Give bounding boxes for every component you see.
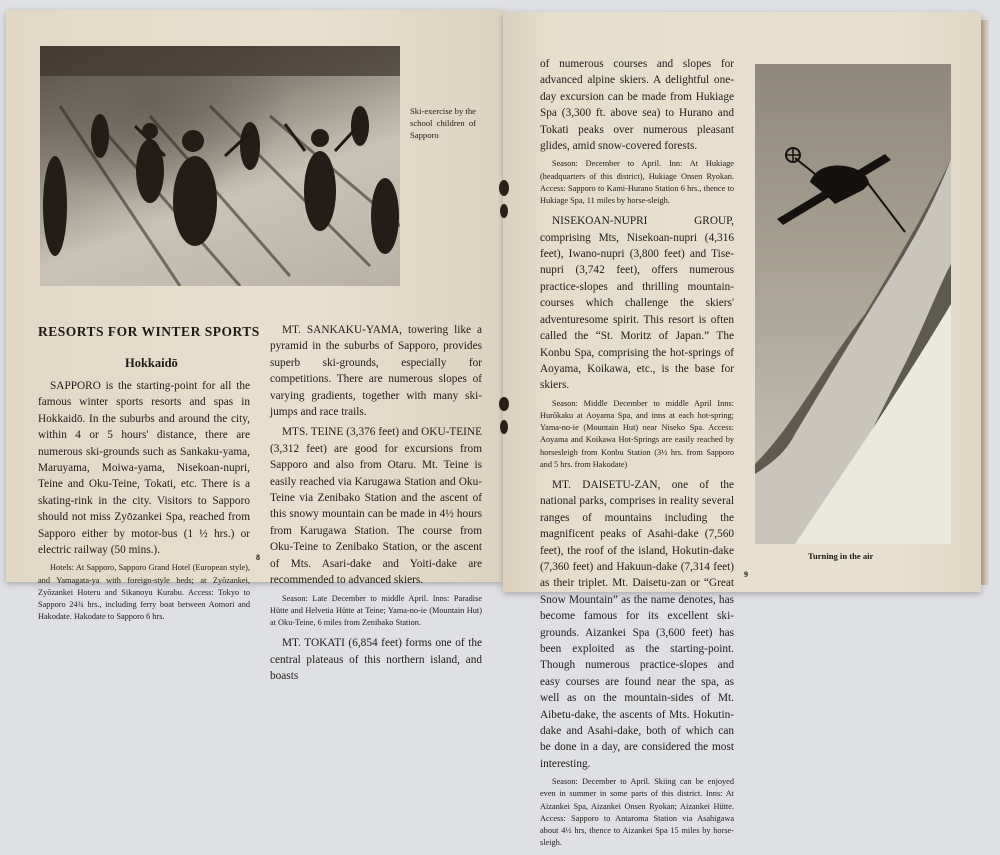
- left-column-1: [38, 378, 250, 629]
- page-number-8: 8: [256, 553, 260, 562]
- tokati-continued-paragraph: of numerous courses and slopes for advanced alpine skiers. A delightful one-day excursion can be made from Hukiage Spa (3,300 ft. above sea) to Hurano and Tokati peaks over numerous pleasant glides, amid snow-covered forests.: [540, 58, 734, 153]
- region-heading: Hokkaidō: [125, 356, 178, 370]
- skier-photo-caption: Turning in the air: [808, 551, 874, 561]
- ski-exercise-photo: [40, 46, 400, 286]
- skier-photo: [755, 64, 951, 544]
- sapporo-paragraph: SAPPORO is the starting-point for all the famous winter sports resorts and spas in Hokkaidō. In the suburbs and around the city, within 4 or 5 hours' distance, there are numerous ski-grounds such as Sankaku-yama, Maruyama, Moiwa-yama, Nisekoan-nupri, Teine and Oku-Teine, Tokati, etc. There is a skating-rink in the city. Visitors to Sapporo should not miss Zyōzankei Spa, reached from Sapporo either by motor-bus (1 ½ hrs.) or electric railway (50 mins.).: [38, 380, 250, 557]
- teine-season-note: Season: Late December to middle April. Inns: Paradise Hütte and Helvetia Hütte at Teine; Yama-no-ie (Mountain Hut) at Oku-Teine, 6 miles from Zenibako Station.: [270, 593, 482, 627]
- tokati-paragraph: MT. TOKATI (6,854 feet) forms one of the central plateaus of this northern island, and boasts: [270, 637, 482, 682]
- sankaku-paragraph: MT. SANKAKU-YAMA, towering like a pyramid in the suburbs of Sapporo, provides superb ski-grounds, especially for competitions. There are numerous slopes of varying gradients, together with many ski-jumps and race trails.: [270, 324, 482, 419]
- section-title: RESORTS FOR WINTER SPORTS: [38, 324, 260, 339]
- daisetu-paragraph: MT. DAISETU-ZAN, one of the national parks, comprises in reality several ranges of mountains including the magnificent peaks of Asahi-dake (7,560 feet), the roof of the island, Hokutin-dake (7,360 feet) and Hakuun-dake (7,314 feet) as their triplet. Mt. Daisetu-zan or “Great Snow Mountain” as the name denotes, has become famous for its excellent ski-grounds. Aizankei Spa (3,600 feet) has been exploited as the starting-point. Though numerous practice-slopes and easy courses are found near the spa, as well as on the mountain-sides of Mt. Aibetu-dake, the ascents of Mts. Hokutin-dake and Asahi-dake, both of which can be done in a day, are considered the most interesting.: [540, 478, 734, 770]
- ski-exercise-illustration: [40, 46, 400, 286]
- binding-stain: [499, 397, 509, 411]
- binding-stain: [500, 420, 508, 434]
- right-column: [540, 56, 734, 855]
- skier-illustration: [755, 64, 951, 544]
- page-number-9: 9: [744, 570, 748, 579]
- ski-exercise-caption: Ski-exercise by the school children of Sapporo: [410, 106, 476, 140]
- nisekoan-paragraph: NISEKOAN-NUPRI GROUP, comprising Mts, Nisekoan-nupri (4,316 feet), Iwano-nupri (3,800 feet) and Tise-nupri (3,742 feet), offers numerous practice-slopes and thrilling mountain-courses which challenge the skiers' adventuresome spirit. This resort is often called the “St. Moritz of Japan.” The Konbu Spa, comprising the hot-springs of Aoyama, Koikawa, etc., is the base for skiers.: [540, 215, 734, 392]
- binding-stain: [500, 204, 508, 218]
- daisetu-season-note: Season: December to April. Skiing can be enjoyed even in summer in some parts of this district. Inns: At Aizankei Spa, Aizankei Onsen Ryokan; Aizankei Hütte. Access: Sapporo to Antaroma Station via Asahigawa about 4½ hrs, thence to Aizankei Spa 15 miles by horse-sleigh.: [540, 777, 734, 848]
- sapporo-hotels-note: Hotels: At Sapporo, Sapporo Grand Hotel (European style), and Yamagata-ya with foreign-style beds; at Zyōzankei, Zyōzankei Hoteru and Sikanoyu Kurabu. Access: Tokyo to Sapporo 24¾ hrs., including ferry boat between Aomori and Hakodate. Hakodate to Sapporo 6 hrs.: [38, 563, 250, 622]
- left-column-2: [270, 322, 482, 688]
- teine-paragraph: MTS. TEINE (3,376 feet) and OKU-TEINE (3,312 feet) are good for excursions from Sapporo and also from Otaru. Mt. Teine is easily reached via Karugawa Station and Oku-Teine via Zenibako Station and the ascent of this snowy mountain can be made in 4½ hours from Karugawa Station. The course from Oku-Teine to Zenibako Station, or the ascent of Mts. Asari-dake and Yoiti-dake are recommended to advanced skiers.: [270, 426, 482, 587]
- nisekoan-season-note: Season: Middle December to middle April Inns: Hurōkaku at Aoyama Spa, and inns at each hot-spring; Yama-no-ie (Mountain Hut) near Niseko Spa. Access: Aoyama and Koikawa Hot-Springs are easily reached by horsesleigh from Konbu Station (3½ hrs. from Sapporo and 5 hrs. from Hakodate): [540, 398, 734, 469]
- tokati-season-note: Season: December to April. Inn: At Hukiage (headquarters of this district), Hukiage Onsen Ryokan. Access: Sapporo to Kami-Hurano Station 6 hrs., thence to Hukiage Spa, 11 miles by horse-sleigh.: [540, 159, 734, 206]
- binding-stain: [499, 180, 509, 196]
